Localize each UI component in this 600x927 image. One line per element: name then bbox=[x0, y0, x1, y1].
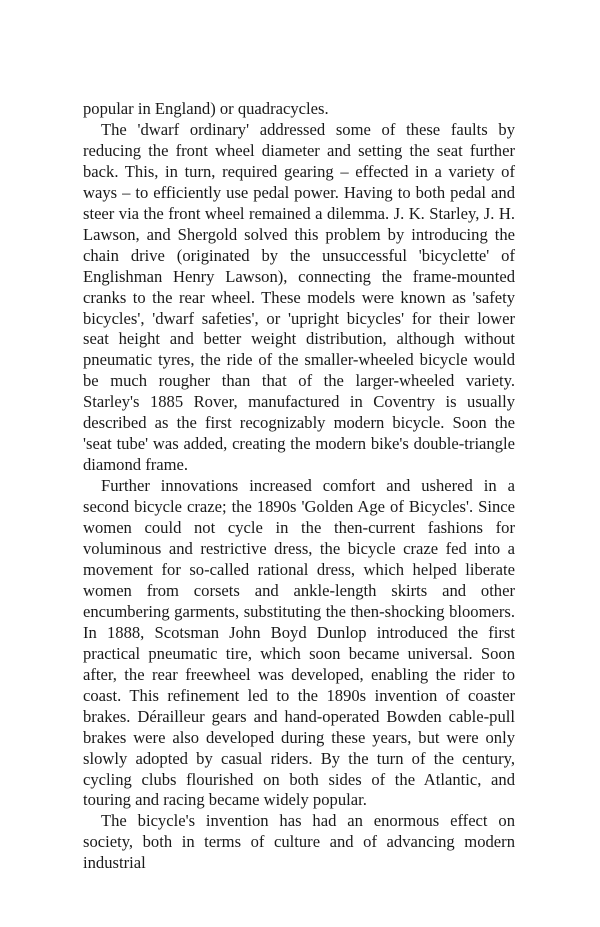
page-body bbox=[83, 99, 515, 874]
paragraph-4: The bicycle's invention has had an enormous effect on society, both in terms of culture and of advancing modern industrial bbox=[83, 811, 515, 873]
paragraph-2: The 'dwarf ordinary' addressed some of these faults by reducing the front wheel diameter and setting the seat further back. This, in turn, required gearing – effected in a variety of ways – to efficiently use pedal power. Having to both pedal and steer via the front wheel remained a dilemma. J. K. Starley, J. H. Lawson, and Shergold solved this problem by introducing the chain drive (originated by the unsuccessful 'bicyclette' of Englishman Henry Lawson), connecting the frame-mounted cranks to the rear wheel. These models were known as 'safety bicycles', 'dwarf safeties', or 'upright bicycles' for their lower seat height and better weight distribution, although without pneumatic tyres, the ride of the smaller-wheeled bicycle would be much rougher than that of the larger-wheeled variety. Starley's 1885 Rover, manufactured in Coventry is usually described as the first recognizably modern bicycle. Soon the 'seat tube' was added, creating the modern bike's double-triangle diamond frame. bbox=[83, 119, 515, 475]
paragraph-3: Further innovations increased comfort and ushered in a second bicycle craze; the 1890s 'Golden Age of Bicycles'. Since women could not cycle in the then-current fashions for voluminous and restrictive dress, the bicycle craze fed into a movement for so-called rational dress, which helped liberate women from corsets and ankle-length skirts and other encumbering garments, substituting the then-shocking bloomers. In 1888, Scotsman John Boyd Dunlop introduced the first practical pneumatic tire, which soon became universal. Soon after, the rear freewheel was developed, enabling the rider to coast. This refinement led to the 1890s invention of coaster brakes. Dérailleur gears and hand-operated Bowden cable-pull brakes were also developed during these years, but were only slowly adopted by casual riders. By the turn of the century, cycling clubs flourished on both sides of the Atlantic, and touring and racing became widely popular. bbox=[83, 476, 515, 810]
paragraph-1: popular in England) or quadracycles. bbox=[83, 99, 329, 118]
